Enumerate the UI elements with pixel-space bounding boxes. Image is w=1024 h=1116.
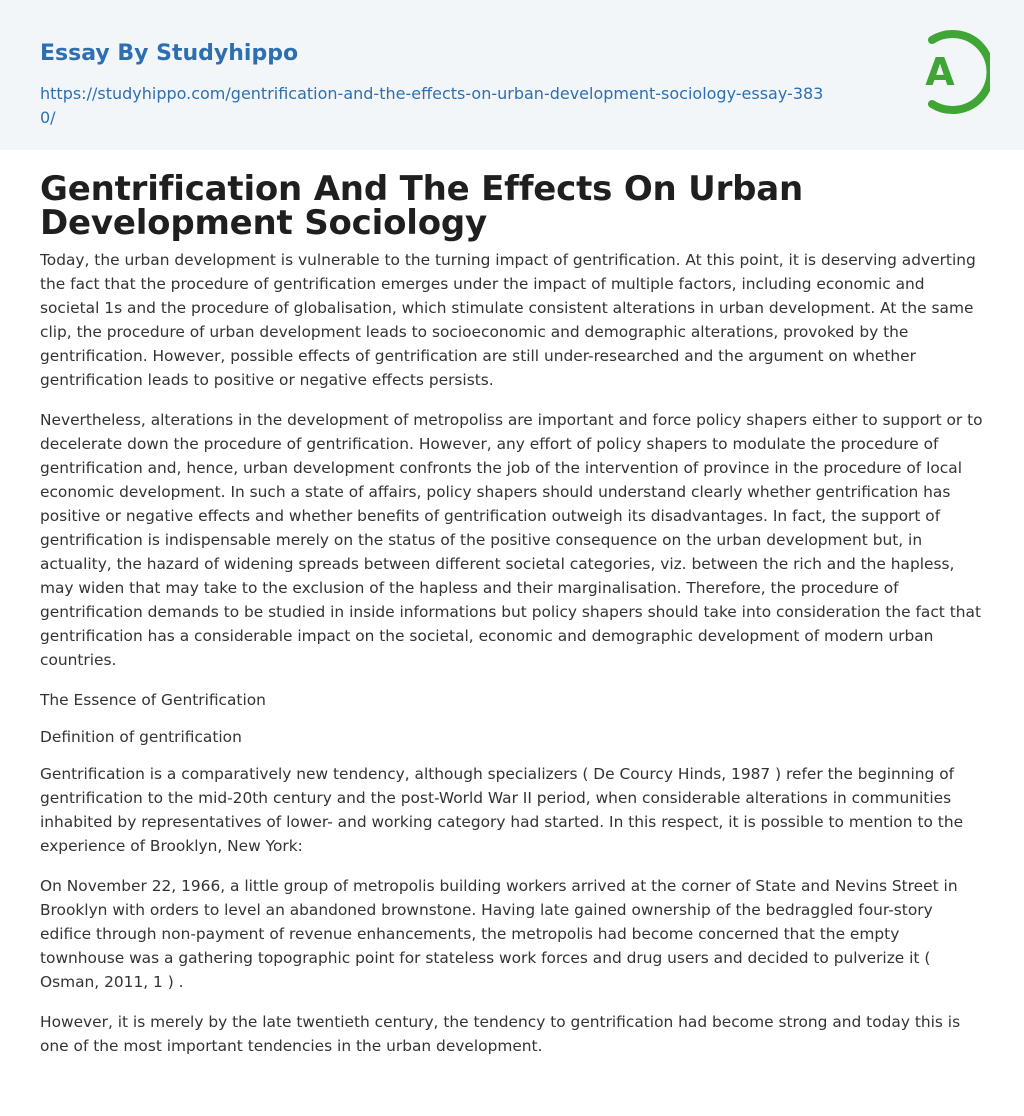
brand-title[interactable]: Essay By Studyhippo xyxy=(40,41,299,66)
logo-letter: A xyxy=(925,50,955,94)
studyhippo-a-logo-icon[interactable] xyxy=(910,28,990,116)
section-heading: The Essence of Gentrification xyxy=(40,691,266,709)
site-header xyxy=(0,0,1024,150)
essay-content xyxy=(0,169,1024,1058)
essay-paragraph: Gentrification is a comparatively new tendency, although specializers ( De Courcy Hinds, 1987 ) refer the beginning of gentrification to the mid-20th century and the post-World War II period, when considerable alterations in communities inhabited by representatives of lower- and working category had started. In this respect, it is possible to mention to the experience of Brooklyn, New York: xyxy=(40,765,964,855)
essay-paragraph: Nevertheless, alterations in the development of metropoliss are important and force policy shapers either to support or to decelerate down the procedure of gentrification. However, any effort of policy shapers to modulate the procedure of gentrification and, hence, urban development confronts the job of the intervention of province in the procedure of local economic development. In such a state of affairs, policy shapers should understand clearly whether gentrification has positive or negative effects and whether benefits of gentrification outweigh its disadvantages. In fact, the support of gentrification is indispensable merely on the status of the positive consequence on the urban development but, in actuality, the hazard of widening spreads between different societal categories, viz. between the rich and the hapless, may widen that may take to the exclusion of the hapless and their marginalisation. Therefore, the procedure of gentrification demands to be studied in inside informations but policy shapers should take into consideration the fact that gentrification has a considerable impact on the societal, economic and demographic development of modern urban countries. xyxy=(40,411,983,669)
essay-title: Gentrification And The Effects On Urban Development Sociology xyxy=(40,169,804,243)
essay-paragraph: Today, the urban development is vulnerable to the turning impact of gentrification. At this point, it is deserving adverting the fact that the procedure of gentrification emerges under the impact of multiple factors, including economic and societal 1s and the procedure of globalisation, which stimulate consistent alterations in urban development. At the same clip, the procedure of urban development leads to socioeconomic and demographic alterations, provoked by the gentrification. However, possible effects of gentrification are still under-researched and the argument on whether gentrification leads to positive or negative effects persists. xyxy=(40,251,976,389)
block-quote-paragraph: On November 22, 1966, a little group of metropolis building workers arrived at the corner of State and Nevins Street in Brooklyn with orders to level an abandoned brownstone. Having late gained ownership of the bedraggled four-story edifice through non-payment of revenue enhancements, the metropolis had become concerned that the empty townhouse was a gathering topographic point for stateless work forces and drug users and decided to pulverize it ( Osman, 2011, 1 ) . xyxy=(40,877,958,991)
source-url-link[interactable]: https://studyhippo.com/gentrification-and-the-effects-on-urban-development-sociology-essay-3830/ xyxy=(40,84,824,127)
subsection-heading: Definition of gentrification xyxy=(40,728,242,746)
essay-paragraph: However, it is merely by the late twentieth century, the tendency to gentrification had become strong and today this is one of the most important tendencies in the urban development. xyxy=(40,1013,961,1055)
